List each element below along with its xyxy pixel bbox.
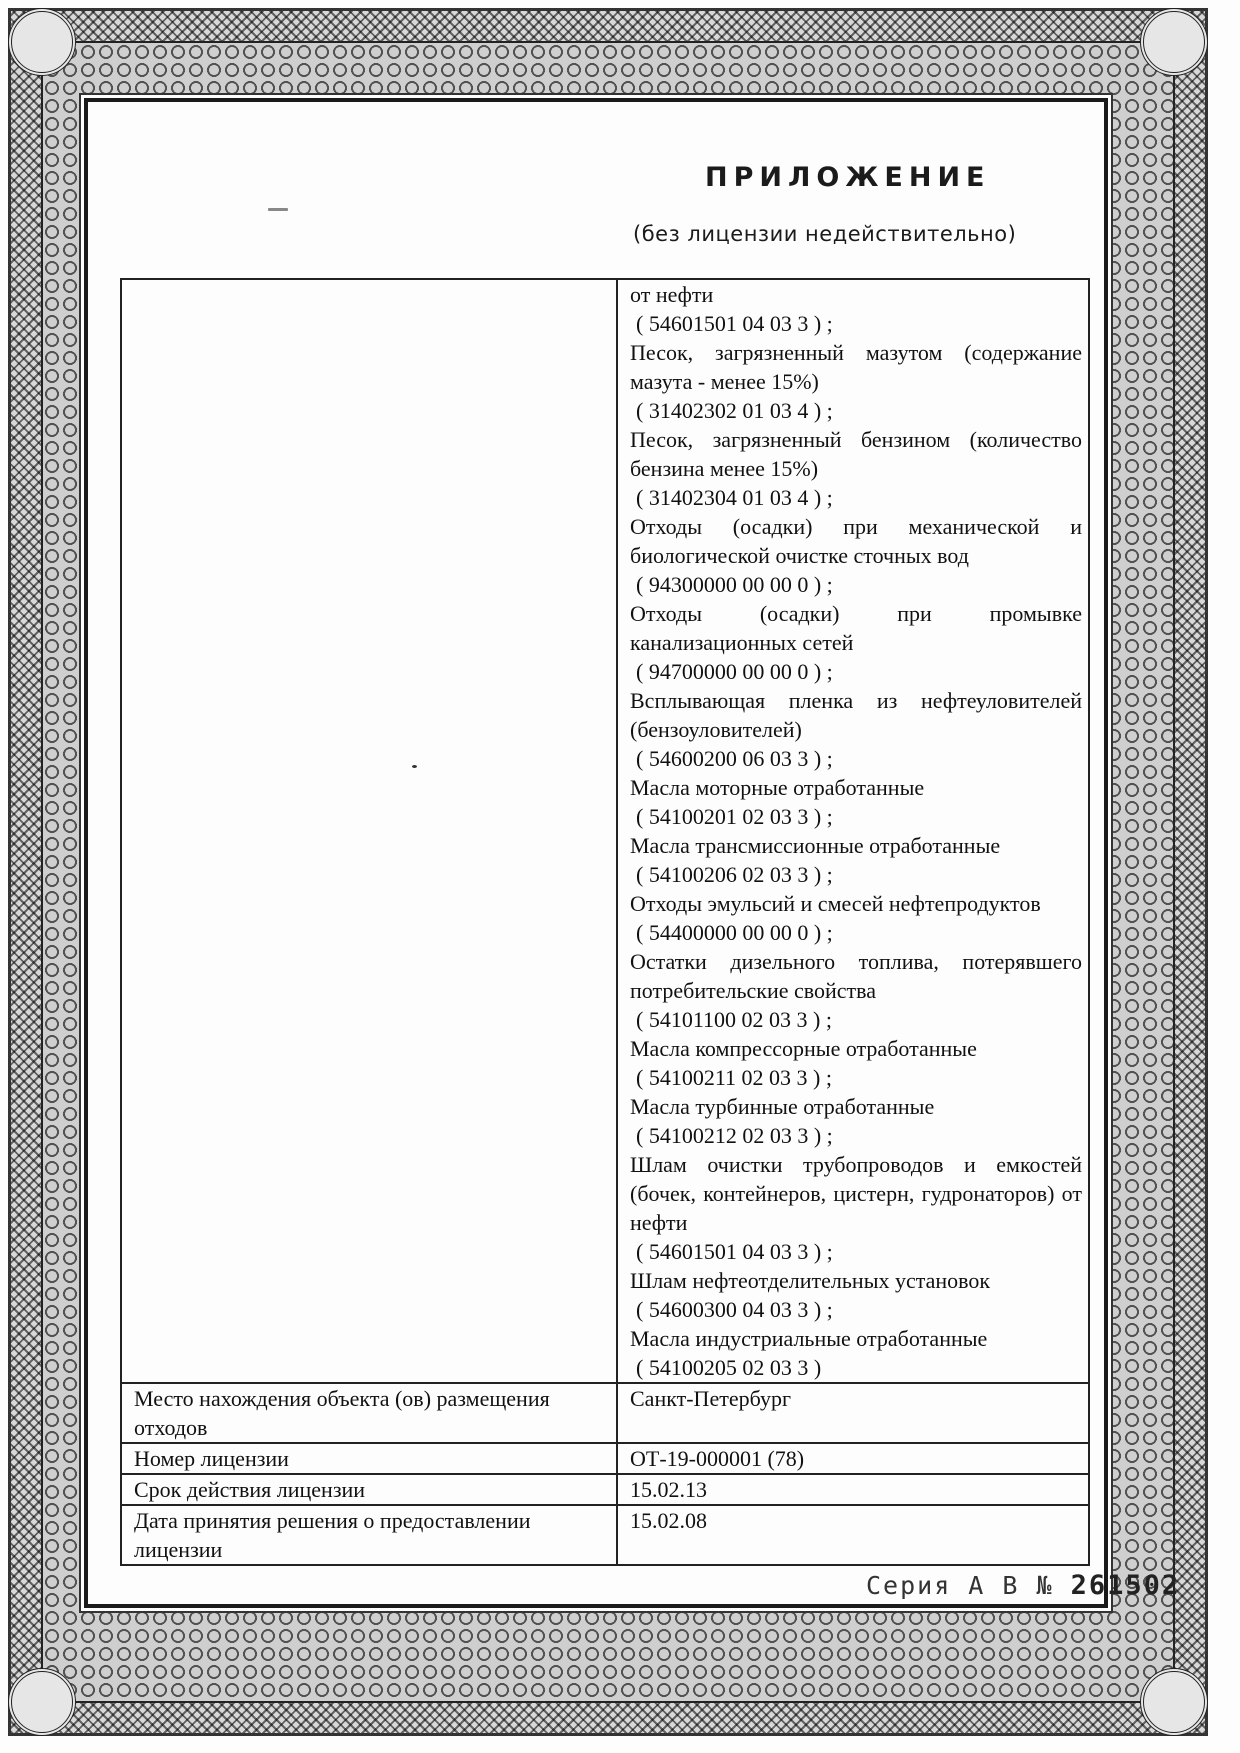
waste-types-row — [121, 279, 1089, 1383]
waste-name: Отходы эмульсий и смесей нефтепродуктов — [630, 891, 1041, 916]
waste-code: ( 54400000 00 00 0 ) ; — [636, 920, 833, 945]
waste-item — [630, 1266, 1082, 1324]
waste-name: Песок, загрязненный бензином (количество бензина менее 15%) — [630, 427, 1082, 481]
waste-code: ( 54100201 02 03 3 ) ; — [636, 804, 833, 829]
waste-name: от нефти — [630, 282, 714, 307]
row-label: Место нахождения объекта (ов) размещения отходов — [121, 1383, 617, 1443]
document-title: ПРИЛОЖЕНИЕ — [705, 162, 991, 193]
row-value: ОТ-19-000001 (78) — [617, 1443, 1089, 1474]
scan-mark — [268, 208, 288, 211]
table-row-license-number — [121, 1443, 1089, 1474]
waste-code: ( 94700000 00 00 0 ) ; — [636, 659, 833, 684]
waste-item — [630, 947, 1082, 1034]
waste-name: Песок, загрязненный мазутом (содержание мазута - менее 15%) — [630, 340, 1082, 394]
document-subtitle: (без лицензии недействительно) — [633, 222, 1017, 246]
row-value: Санкт-Петербург — [617, 1383, 1089, 1443]
waste-item — [630, 280, 1082, 338]
waste-code: ( 31402302 01 03 4 ) ; — [636, 398, 833, 423]
waste-types-label-cell — [121, 279, 617, 1383]
waste-item — [630, 1092, 1082, 1150]
waste-item — [630, 831, 1082, 889]
waste-code: ( 54100205 02 03 3 ) — [636, 1355, 822, 1380]
waste-name: Масла турбинные отработанные — [630, 1094, 935, 1119]
waste-item — [630, 425, 1082, 512]
waste-item — [630, 1034, 1082, 1092]
waste-code: ( 94300000 00 00 0 ) ; — [636, 572, 833, 597]
license-table — [120, 278, 1090, 1566]
waste-code: ( 54100211 02 03 3 ) ; — [636, 1065, 832, 1090]
waste-name: Масла индустриальные отработанные — [630, 1326, 988, 1351]
waste-code: ( 54601501 04 03 3 ) ; — [636, 311, 833, 336]
row-value: 15.02.13 — [617, 1474, 1089, 1505]
waste-name: Всплывающая пленка из нефтеуловителей (бензоуловителей) — [630, 688, 1082, 742]
waste-name: Шлам очистки трубопроводов и емкостей (бочек, контейнеров, цистерн, гудронаторов) от нефти — [630, 1152, 1082, 1235]
waste-code: ( 54600300 04 03 3 ) ; — [636, 1297, 833, 1322]
waste-name: Масла компрессорные отработанные — [630, 1036, 977, 1061]
waste-item — [630, 1324, 1082, 1382]
row-label: Срок действия лицензии — [121, 1474, 617, 1505]
waste-item — [630, 338, 1082, 425]
waste-name: Остатки дизельного топлива, потерявшего потребительские свойства — [630, 949, 1082, 1003]
waste-name: Отходы (осадки) при промывке канализационных сетей — [630, 601, 1082, 655]
waste-name: Масла трансмиссионные отработанные — [630, 833, 1001, 858]
corner-ornament-top-left — [8, 8, 76, 76]
waste-code: ( 54100206 02 03 3 ) ; — [636, 862, 833, 887]
table-row-validity — [121, 1474, 1089, 1505]
waste-code: ( 54101100 02 03 3 ) ; — [636, 1007, 832, 1032]
waste-code: ( 31402304 01 03 4 ) ; — [636, 485, 833, 510]
waste-item — [630, 686, 1082, 773]
waste-name: Масла моторные отработанные — [630, 775, 925, 800]
row-label: Дата принятия решения о предоставлении лицензии — [121, 1505, 617, 1565]
waste-types-cell — [617, 279, 1089, 1383]
table-row-location — [121, 1383, 1089, 1443]
waste-list — [630, 280, 1082, 1382]
table-row-decision-date — [121, 1505, 1089, 1565]
waste-item — [630, 889, 1082, 947]
waste-item — [630, 773, 1082, 831]
waste-item — [630, 1150, 1082, 1266]
waste-code: ( 54600200 06 03 3 ) ; — [636, 746, 833, 771]
waste-item — [630, 512, 1082, 599]
serial-value: 261502 — [1070, 1570, 1181, 1601]
waste-name: Шлам нефтеотделительных установок — [630, 1268, 991, 1293]
waste-code: ( 54601501 04 03 3 ) ; — [636, 1239, 833, 1264]
serial-number — [866, 1570, 1180, 1601]
row-label: Номер лицензии — [121, 1443, 617, 1474]
row-value: 15.02.08 — [617, 1505, 1089, 1565]
waste-name: Отходы (осадки) при механической и биологической очистке сточных вод — [630, 514, 1082, 568]
corner-ornament-bottom-right — [1140, 1668, 1208, 1736]
waste-code: ( 54100212 02 03 3 ) ; — [636, 1123, 833, 1148]
serial-prefix: Серия А В № — [866, 1571, 1054, 1600]
corner-ornament-bottom-left — [8, 1668, 76, 1736]
waste-item — [630, 599, 1082, 686]
corner-ornament-top-right — [1140, 8, 1208, 76]
